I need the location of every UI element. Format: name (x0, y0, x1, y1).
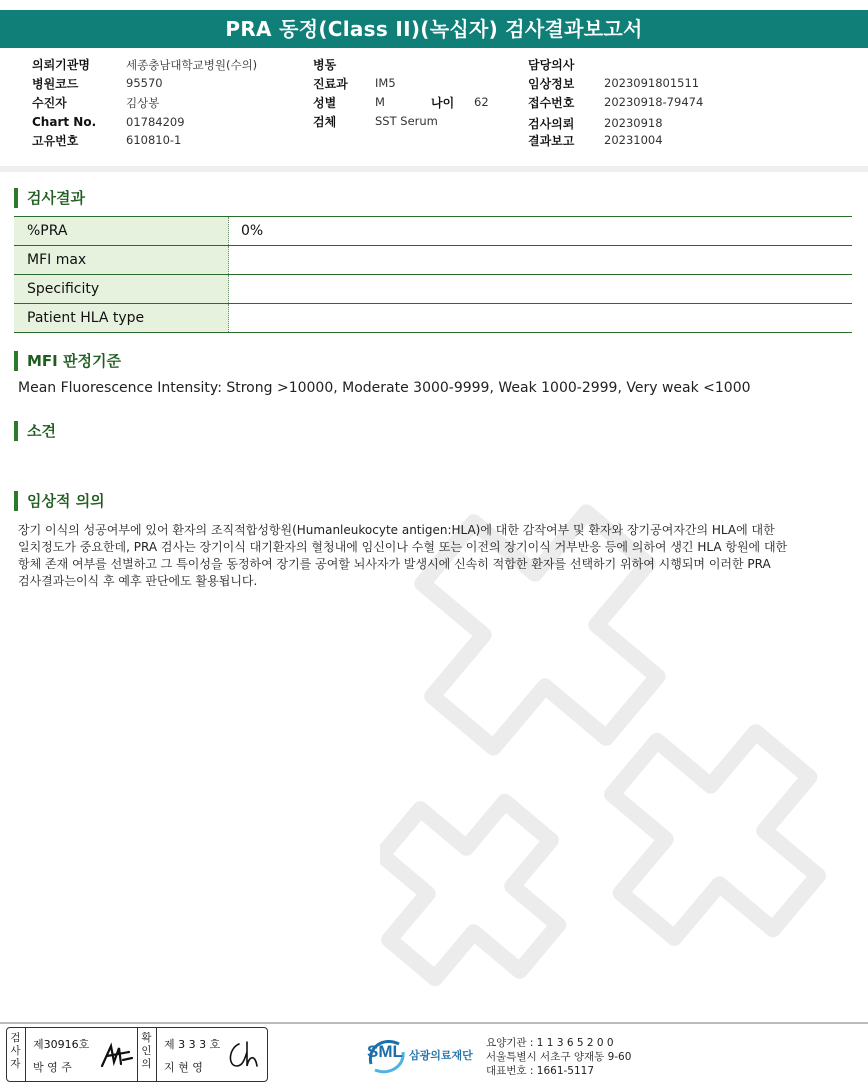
signature-box (6, 1027, 268, 1082)
patient-info (0, 56, 868, 166)
clinical-significance-heading: 임상적 의의 (14, 491, 105, 511)
unique-label: 고유번호 (32, 134, 79, 148)
logo-letters: SML (367, 1042, 403, 1061)
confirmer-signature (225, 1038, 263, 1072)
box-divider (25, 1028, 26, 1081)
specimen-value: SST Serum (375, 114, 438, 128)
confirmer-name: 지 현 영 (164, 1061, 203, 1074)
report-title: PRA 동정(Class II)(녹십자) 검사결과보고서 (0, 10, 868, 48)
unique-number: 610810-1 (126, 133, 182, 147)
confirmer-license: 제 3 3 3 호 (164, 1038, 221, 1051)
sex-label: 성별 (313, 96, 337, 110)
inspector-license: 제30916호 (33, 1038, 90, 1051)
dept-label: 진료과 (313, 77, 348, 91)
row-value (229, 275, 852, 303)
info-divider (0, 166, 868, 172)
report-date-label: 결과보고 (528, 134, 575, 148)
sex-value: M (375, 95, 385, 109)
inspector-name: 박 영 주 (33, 1061, 72, 1074)
clinical-info-label: 임상정보 (528, 77, 575, 91)
mfi-criteria-text: Mean Fluorescence Intensity: Strong >10000, Moderate 3000-9999, Weak 1000-2999, Very weak <1000 (18, 380, 751, 396)
clinical-line: 일치정도가 중요한데, PRA 검사는 장기이식 대기환자의 혈청내에 임신이나 수혈 또는 이전의 장기이식 거부반응 등에 의하여 생긴 HLA 항원에 대한 (18, 540, 788, 554)
opinion-heading: 소견 (14, 421, 56, 441)
clinical-info-value: 2023091801511 (604, 76, 700, 90)
report-date: 20231004 (604, 133, 663, 147)
mfi-heading: MFI 판정기준 (14, 351, 121, 371)
patient-label: 수진자 (32, 96, 67, 110)
patient-name: 김상봉 (126, 96, 160, 110)
hospital-code-value: 95570 (126, 76, 163, 90)
table-row (14, 217, 852, 246)
ward-label: 병동 (313, 58, 337, 72)
sml-logo (365, 1034, 483, 1076)
age-value: 62 (474, 95, 489, 109)
table-row (14, 246, 852, 275)
logo-name: 삼광의료재단 (409, 1049, 473, 1062)
confirmer-role-text: 확인의 (141, 1032, 152, 1070)
institution-value: 세종충남대학교병원(수의) (126, 58, 258, 72)
inspector-role-text: 검사자 (10, 1032, 21, 1070)
inspector-signature (99, 1040, 135, 1072)
clinical-line: 검사결과는이식 후 예후 판단에도 활용됩니다. (18, 574, 258, 588)
row-value: 0% (241, 223, 264, 239)
org-code: 요양기관 : 1 1 3 6 5 2 0 0 (486, 1037, 614, 1049)
receipt-label: 접수번호 (528, 96, 575, 110)
receipt-number: 20230918-79474 (604, 95, 704, 109)
inspector-role-label (7, 1028, 24, 1081)
doctor-label: 담당의사 (528, 58, 575, 72)
dept-value: IM5 (375, 76, 396, 90)
clinical-line: 장기 이식의 성공여부에 있어 환자의 조직적합성항원(Humanleukocyte antigen:HLA)에 대한 감작여부 및 환자와 장기공여자간의 HLA에 대한 (18, 523, 775, 537)
org-phone: 대표번호 : 1661-5117 (486, 1065, 595, 1077)
hospital-code-label: 병원코드 (32, 77, 79, 91)
box-divider (156, 1028, 157, 1081)
request-date: 20230918 (604, 116, 663, 130)
confirmer-role-label (138, 1028, 155, 1081)
clinical-line: 항체 존재 여부를 선별하고 그 특이성을 동정하여 장기를 공여할 뇌사자가 발생시에 신속히 적합한 환자를 선택하기 위하여 시행되며 이러한 PRA (18, 557, 771, 571)
results-heading: 검사결과 (14, 188, 85, 208)
request-date-label: 검사의뢰 (528, 117, 575, 131)
clinical-significance-text (18, 522, 828, 590)
row-value (229, 304, 852, 332)
organization-info (486, 1036, 631, 1078)
table-row (14, 275, 852, 304)
footer-divider (0, 1022, 868, 1024)
row-value (229, 246, 852, 274)
institution-label: 의뢰기관명 (32, 58, 90, 72)
row-label: Specificity (14, 275, 229, 303)
row-label: Patient HLA type (14, 304, 229, 332)
table-row (14, 304, 852, 333)
row-label: %PRA (14, 217, 229, 245)
specimen-label: 검체 (313, 115, 337, 129)
row-label: MFI max (14, 246, 229, 274)
results-table (14, 216, 852, 333)
age-label: 나이 (431, 96, 455, 110)
chart-label: Chart No. (32, 115, 97, 129)
org-address: 서울특별시 서초구 양재동 9-60 (486, 1051, 632, 1063)
chart-number: 01784209 (126, 115, 185, 129)
